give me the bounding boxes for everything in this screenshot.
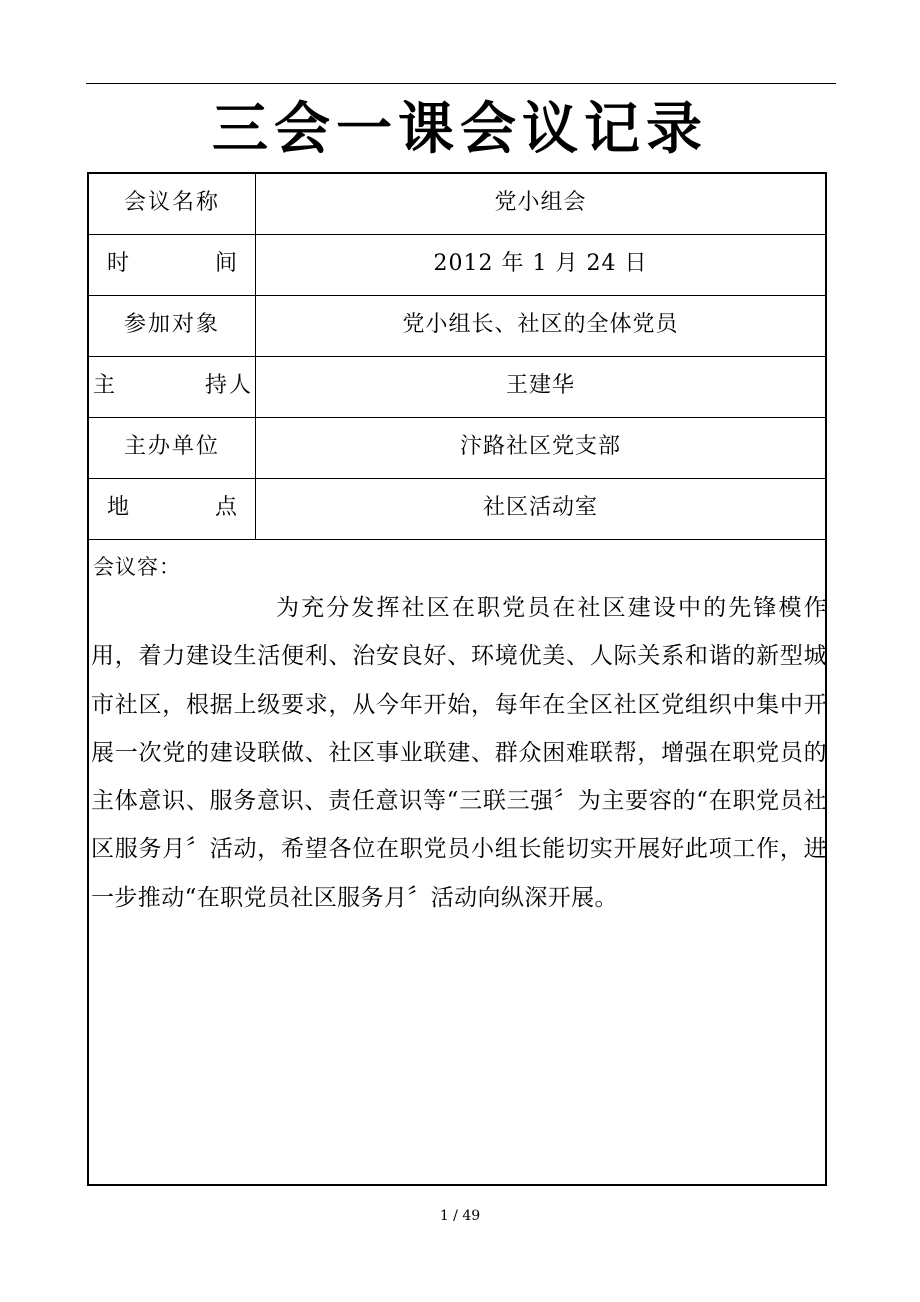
row-participants	[89, 296, 825, 357]
row-time	[89, 235, 825, 296]
meeting-name-value: 党小组会	[494, 190, 587, 215]
location-value: 社区活动室	[482, 495, 598, 520]
content-body	[91, 584, 827, 922]
row-host	[89, 357, 825, 418]
time-label	[89, 235, 256, 295]
document-title: 三会一课会议记录	[212, 97, 708, 162]
host-label-left: 主	[93, 373, 118, 398]
location-label	[89, 479, 256, 539]
participants-value: 党小组长、社区的全体党员	[402, 312, 679, 337]
location-label-left: 地	[107, 495, 132, 520]
row-location	[89, 479, 825, 540]
organizer-value: 汴路社区党支部	[459, 434, 621, 459]
page-number: 1 / 49	[439, 1208, 481, 1224]
time-label-right: 间	[214, 251, 239, 276]
location-label-right: 点	[214, 495, 239, 520]
time-value: 2012 年 1 月 24 日	[433, 251, 648, 276]
content-label: 会议容：	[93, 555, 181, 579]
row-meeting-name	[89, 174, 825, 235]
host-label-right: 持人	[204, 373, 253, 398]
organizer-label: 主办单位	[89, 418, 256, 478]
meeting-name-label: 会议名称	[89, 174, 256, 234]
header-rule	[86, 83, 836, 84]
host-value: 王建华	[505, 373, 575, 398]
row-organizer	[89, 418, 825, 479]
meeting-record-table	[87, 172, 827, 1186]
content-paragraph: 为充分发挥社区在职党员在社区建设中的先锋模作用，着力建设生活便利、治安良好、环境优美、人际关系和谐的新型城市社区，根据上级要求，从今年开始，每年在全区社区党组织中集中开展一次党的建设联做、社区事业联建、群众困难联帮，增强在职党员的主体意识、服务意识、责任意识等“三联三强〞为主要容的“在职党员社区服务月〞活动，希望各位在职党员小组长能切实开展好此项工作，进一步推动“在职党员社区服务月〞活动向纵深开展。	[91, 595, 827, 911]
host-label	[89, 357, 256, 417]
time-label-left: 时	[107, 251, 132, 276]
participants-label: 参加对象	[89, 296, 256, 356]
